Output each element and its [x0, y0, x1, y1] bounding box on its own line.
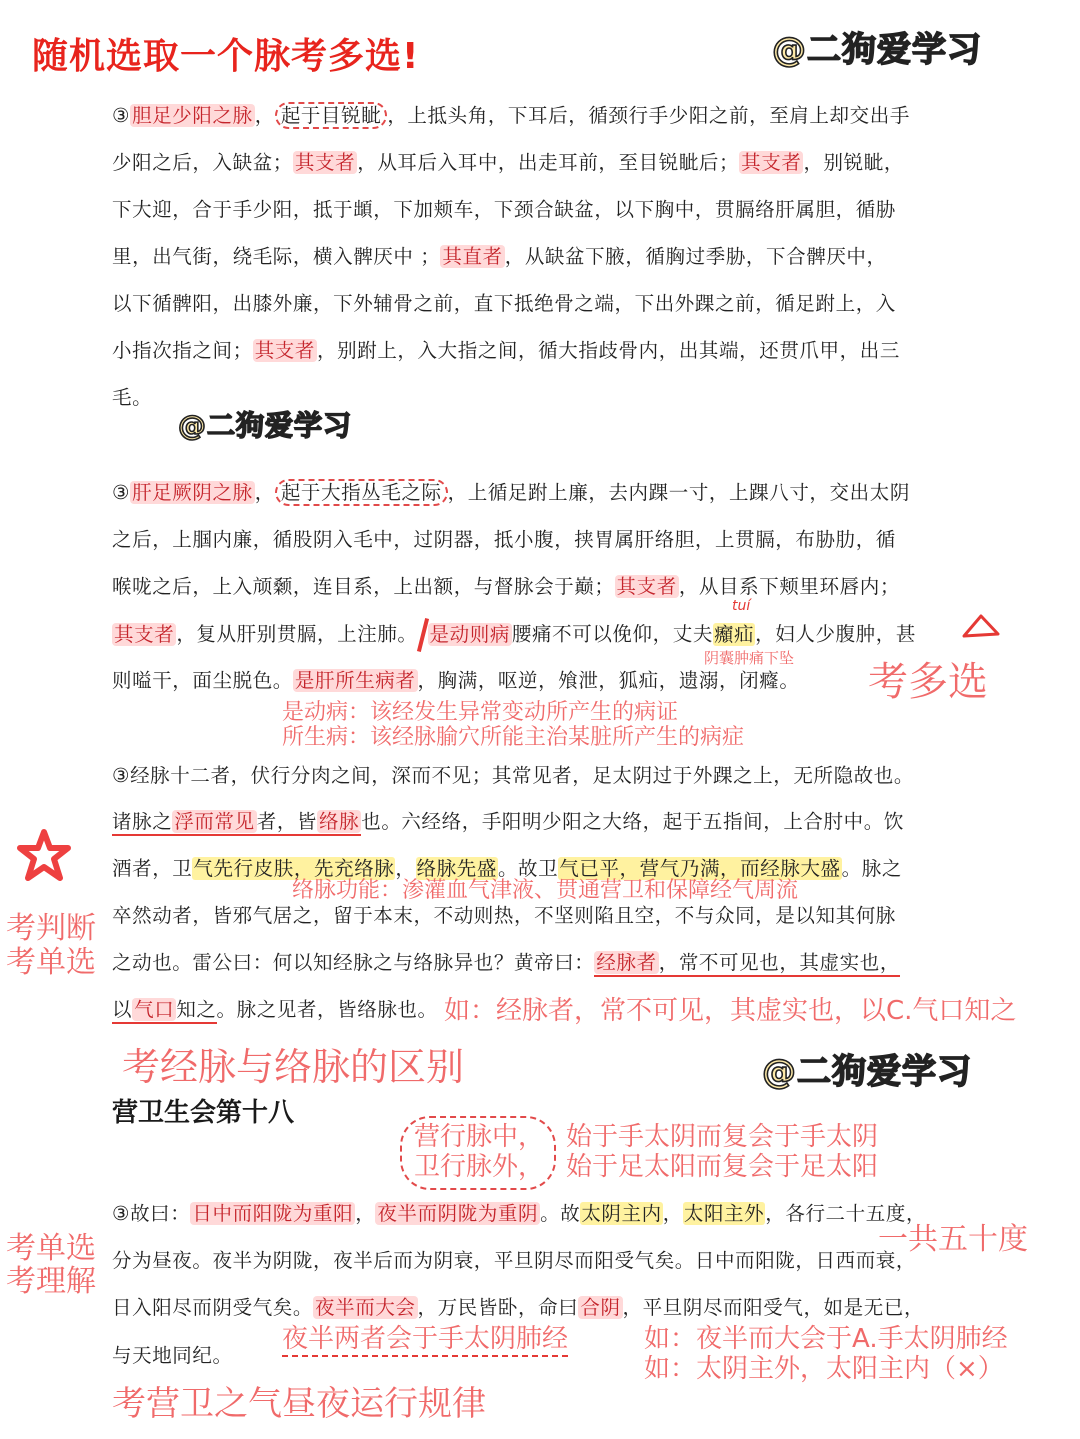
p2-line-1: [112, 477, 910, 505]
p4-line-4: 与天地同纪。: [112, 1344, 233, 1367]
text: ，万民皆卧，命曰: [417, 1296, 579, 1319]
text: 。脉之: [841, 857, 902, 880]
triangle-icon: [960, 612, 1002, 640]
text: 里，出气街，绕毛际，横入髀厌中 ；: [112, 245, 441, 268]
highlight: 络脉先盛: [416, 857, 497, 880]
side-tag: 考单选: [6, 1231, 96, 1266]
text: ，别锐眦，: [803, 151, 904, 174]
p1-line-1: [112, 100, 910, 128]
side-tag: 考理解: [6, 1264, 96, 1299]
highlight: 气已平，营气乃满，而经脉大盛: [559, 857, 841, 880]
text: ，: [662, 1202, 683, 1225]
note-line: 所生病：该经脉腧穴所能主治某脏所产生的病症: [282, 725, 745, 750]
text: ，: [355, 1202, 376, 1225]
highlight: 合阴: [580, 1296, 621, 1319]
text: 酒者，卫: [112, 857, 193, 880]
highlight: 㿗疝: [713, 622, 755, 646]
p1-line-2: [112, 147, 904, 175]
text: 知之: [176, 998, 217, 1021]
underlined: [112, 998, 217, 1024]
exam-tag: 考多选: [868, 659, 988, 705]
side-tag: 考单选: [6, 945, 96, 980]
highlight: 络脉: [319, 810, 360, 833]
highlight: 肝足厥阴之脉: [132, 481, 253, 504]
p3-line-5: [112, 947, 900, 975]
p4-line-1: [112, 1198, 926, 1226]
circled-text: 起于大指丛毛之际: [275, 479, 448, 506]
highlight: 其支者: [294, 151, 356, 174]
watermark: @二狗爱学习: [762, 1052, 972, 1092]
text: 。故: [540, 1202, 581, 1225]
underlined: [594, 951, 900, 977]
text: 日入阳尽而阴受气矣。: [112, 1296, 314, 1319]
note-line: 络脉功能：渗灌血气津液、贯通营卫和保障经气周流: [292, 878, 799, 903]
highlight: 夜半而大会: [315, 1296, 416, 1319]
p1-line-6: [112, 335, 900, 363]
highlight: 是肝所生病者: [294, 669, 416, 692]
p4-line-3: [112, 1292, 924, 1320]
text: ，各行二十五度，: [765, 1202, 927, 1225]
text: ，: [395, 857, 416, 880]
text: ，常不可见也，其虚实也，: [658, 951, 900, 974]
p1-line-4: [112, 241, 887, 269]
pinyin-note: tuí: [732, 598, 751, 614]
highlight: 其支者: [114, 622, 175, 646]
total-note: 一共五十度: [878, 1222, 1028, 1257]
text: ，: [254, 104, 275, 127]
highlight: 其支者: [616, 575, 677, 598]
watermark: @二狗爱学习: [772, 30, 982, 70]
mid-note: 夜半两者会于手太阴肺经: [282, 1318, 568, 1357]
circled-text: 起于目锐眦: [275, 102, 388, 129]
text: 则嗌干，面尘脱色。: [112, 669, 293, 692]
p2-line-2: 之后，上腘内廉，循股阴入毛中，过阴器，抵小腹，挟胃属肝络胆，上贯膈，布胁肋，循: [112, 528, 896, 551]
anno-note: 始于手太阴而复会于手太阴: [566, 1122, 879, 1152]
page-title: 随机选取一个脉考多选!: [32, 36, 420, 77]
highlight: 夜半而阴陇为重阴: [377, 1202, 539, 1225]
text: 喉咙之后，上入颃颡，连目系，上出额，与督脉会于巅；: [112, 575, 615, 598]
highlight: 胆足少阳之脉: [132, 104, 253, 127]
highlight: 其支者: [254, 339, 316, 362]
highlight: 浮而常见: [174, 810, 255, 833]
text: ，: [254, 481, 275, 504]
text: 以: [112, 998, 133, 1021]
highlight: 太阴主内: [581, 1202, 662, 1225]
p3-line-1: ③经脉十二者，伏行分肉之间，深而不见；其常见者，足太阴过于外踝之上，无所隐故也。: [112, 764, 914, 787]
big-note: 考经脉与络脉的区别: [122, 1045, 465, 1089]
text: ，平旦阴尽而阳受气，如是无已，: [622, 1296, 925, 1319]
highlight: 经脉者: [596, 951, 657, 974]
text: ，别跗上，入大指之间，循大指歧骨内，出其端，还贯爪甲，出三: [317, 339, 900, 362]
text: 也。六经络，手阳明少阳之大络，起于五指间，上合肘中。饮: [361, 810, 904, 833]
circled-number: ③: [112, 481, 131, 504]
p2-line-5: [112, 665, 799, 693]
text: ，上抵头角，下耳后，循颈行手少阳之前，至肩上却交出手: [387, 104, 910, 127]
text: 少阳之后，入缺盆；: [112, 151, 293, 174]
text: ，从目系下颊里环唇内；: [678, 575, 900, 598]
p3-line-3: [112, 853, 902, 881]
text: 者，皆: [256, 810, 318, 833]
example-note: 如：经脉者，常不可见，其虚实也，以C.气口知之: [444, 996, 1017, 1026]
text: ，从耳后入耳中，出走耳前，至目锐眦后；: [357, 151, 740, 174]
text: 诸脉之: [112, 810, 173, 833]
p3-line-2: [112, 806, 904, 834]
text: 。脉之见者，皆络脉也。: [216, 998, 438, 1021]
p1-line-3: 下大迎，合于手少阳，抵于䪼，下加颊车，下颈合缺盆，以下胸中，贯膈络肝属胆，循胁: [112, 198, 896, 221]
example-note: 如：太阴主外，太阳主内（×）: [644, 1354, 1004, 1384]
note-line: 是动病：该经发生异常变动所产生的病证: [282, 700, 679, 725]
p1-line-7: 毛。: [112, 386, 153, 409]
text: ，上循足跗上廉，去内踝一寸，上踝八寸，交出太阴: [447, 481, 910, 504]
text: ，复从肝别贯膈，上注肺。: [176, 622, 418, 646]
section-heading: 营卫生会第十八: [112, 1098, 295, 1128]
p3-line-4: 卒然动者，皆邪气居之，留于本末，不动则热，不坚则陷且空，不与众同，是以知其何脉: [112, 904, 896, 927]
text: 。故卫: [497, 857, 559, 880]
slash-mark: [416, 618, 428, 652]
circled-note: 卫行脉外，: [414, 1152, 545, 1182]
anno-note: 始于足太阳而复会于足太阳: [566, 1152, 879, 1182]
highlight: 太阳主外: [683, 1202, 765, 1225]
highlight: 日中而阳陇为重阳: [192, 1202, 354, 1225]
watermark: @二狗爱学习: [178, 409, 353, 442]
p4-line-2: 分为昼夜。夜半为阴陇，夜半后而为阴衰，平旦阴尽而阳受气矣。日中而阳陇，日西而衰，: [112, 1249, 917, 1272]
text: ，胸满，呕逆，飧泄，狐疝，遗溺，闭癃。: [417, 669, 800, 692]
text: 之动也。雷公曰：何以知经脉之与络脉异也？黄帝曰：: [112, 951, 595, 974]
big-note: 考营卫之气昼夜运行规律: [112, 1384, 486, 1424]
circled-number: ③: [112, 104, 131, 127]
example-note: 如：夜半而大会于A.手太阴肺经: [644, 1324, 1008, 1354]
text: 小指次指之间；: [112, 339, 253, 362]
text: ③故曰：: [112, 1202, 191, 1225]
highlight: 其直者: [442, 245, 503, 268]
highlight: 气口: [134, 998, 175, 1021]
text: ，从缺盆下腋，循胸过季胁，下合髀厌中，: [504, 245, 887, 268]
highlight: 是动则病: [429, 622, 510, 646]
side-tag: 考判断: [6, 911, 96, 946]
p2-line-4: [112, 618, 916, 652]
p1-line-5: 以下循髀阳，出膝外廉，下外辅骨之前，直下抵绝骨之端，下出外踝之前，循足跗上，入: [112, 292, 896, 315]
p2-line-3: [112, 571, 900, 599]
text: 腰痛不可以俛仰，丈夫: [511, 622, 713, 646]
star-icon: [16, 828, 72, 884]
circled-note: 营行脉中，: [414, 1122, 545, 1152]
gloss-note: 阴囊肿痛下坠: [704, 649, 795, 667]
underlined: [112, 810, 361, 836]
highlight: 气先行皮肤，先充络脉: [193, 857, 395, 880]
p3-line-6: [112, 994, 438, 1022]
highlight: 其支者: [741, 151, 802, 174]
text: ，妇人少腹肿，甚: [755, 622, 916, 646]
